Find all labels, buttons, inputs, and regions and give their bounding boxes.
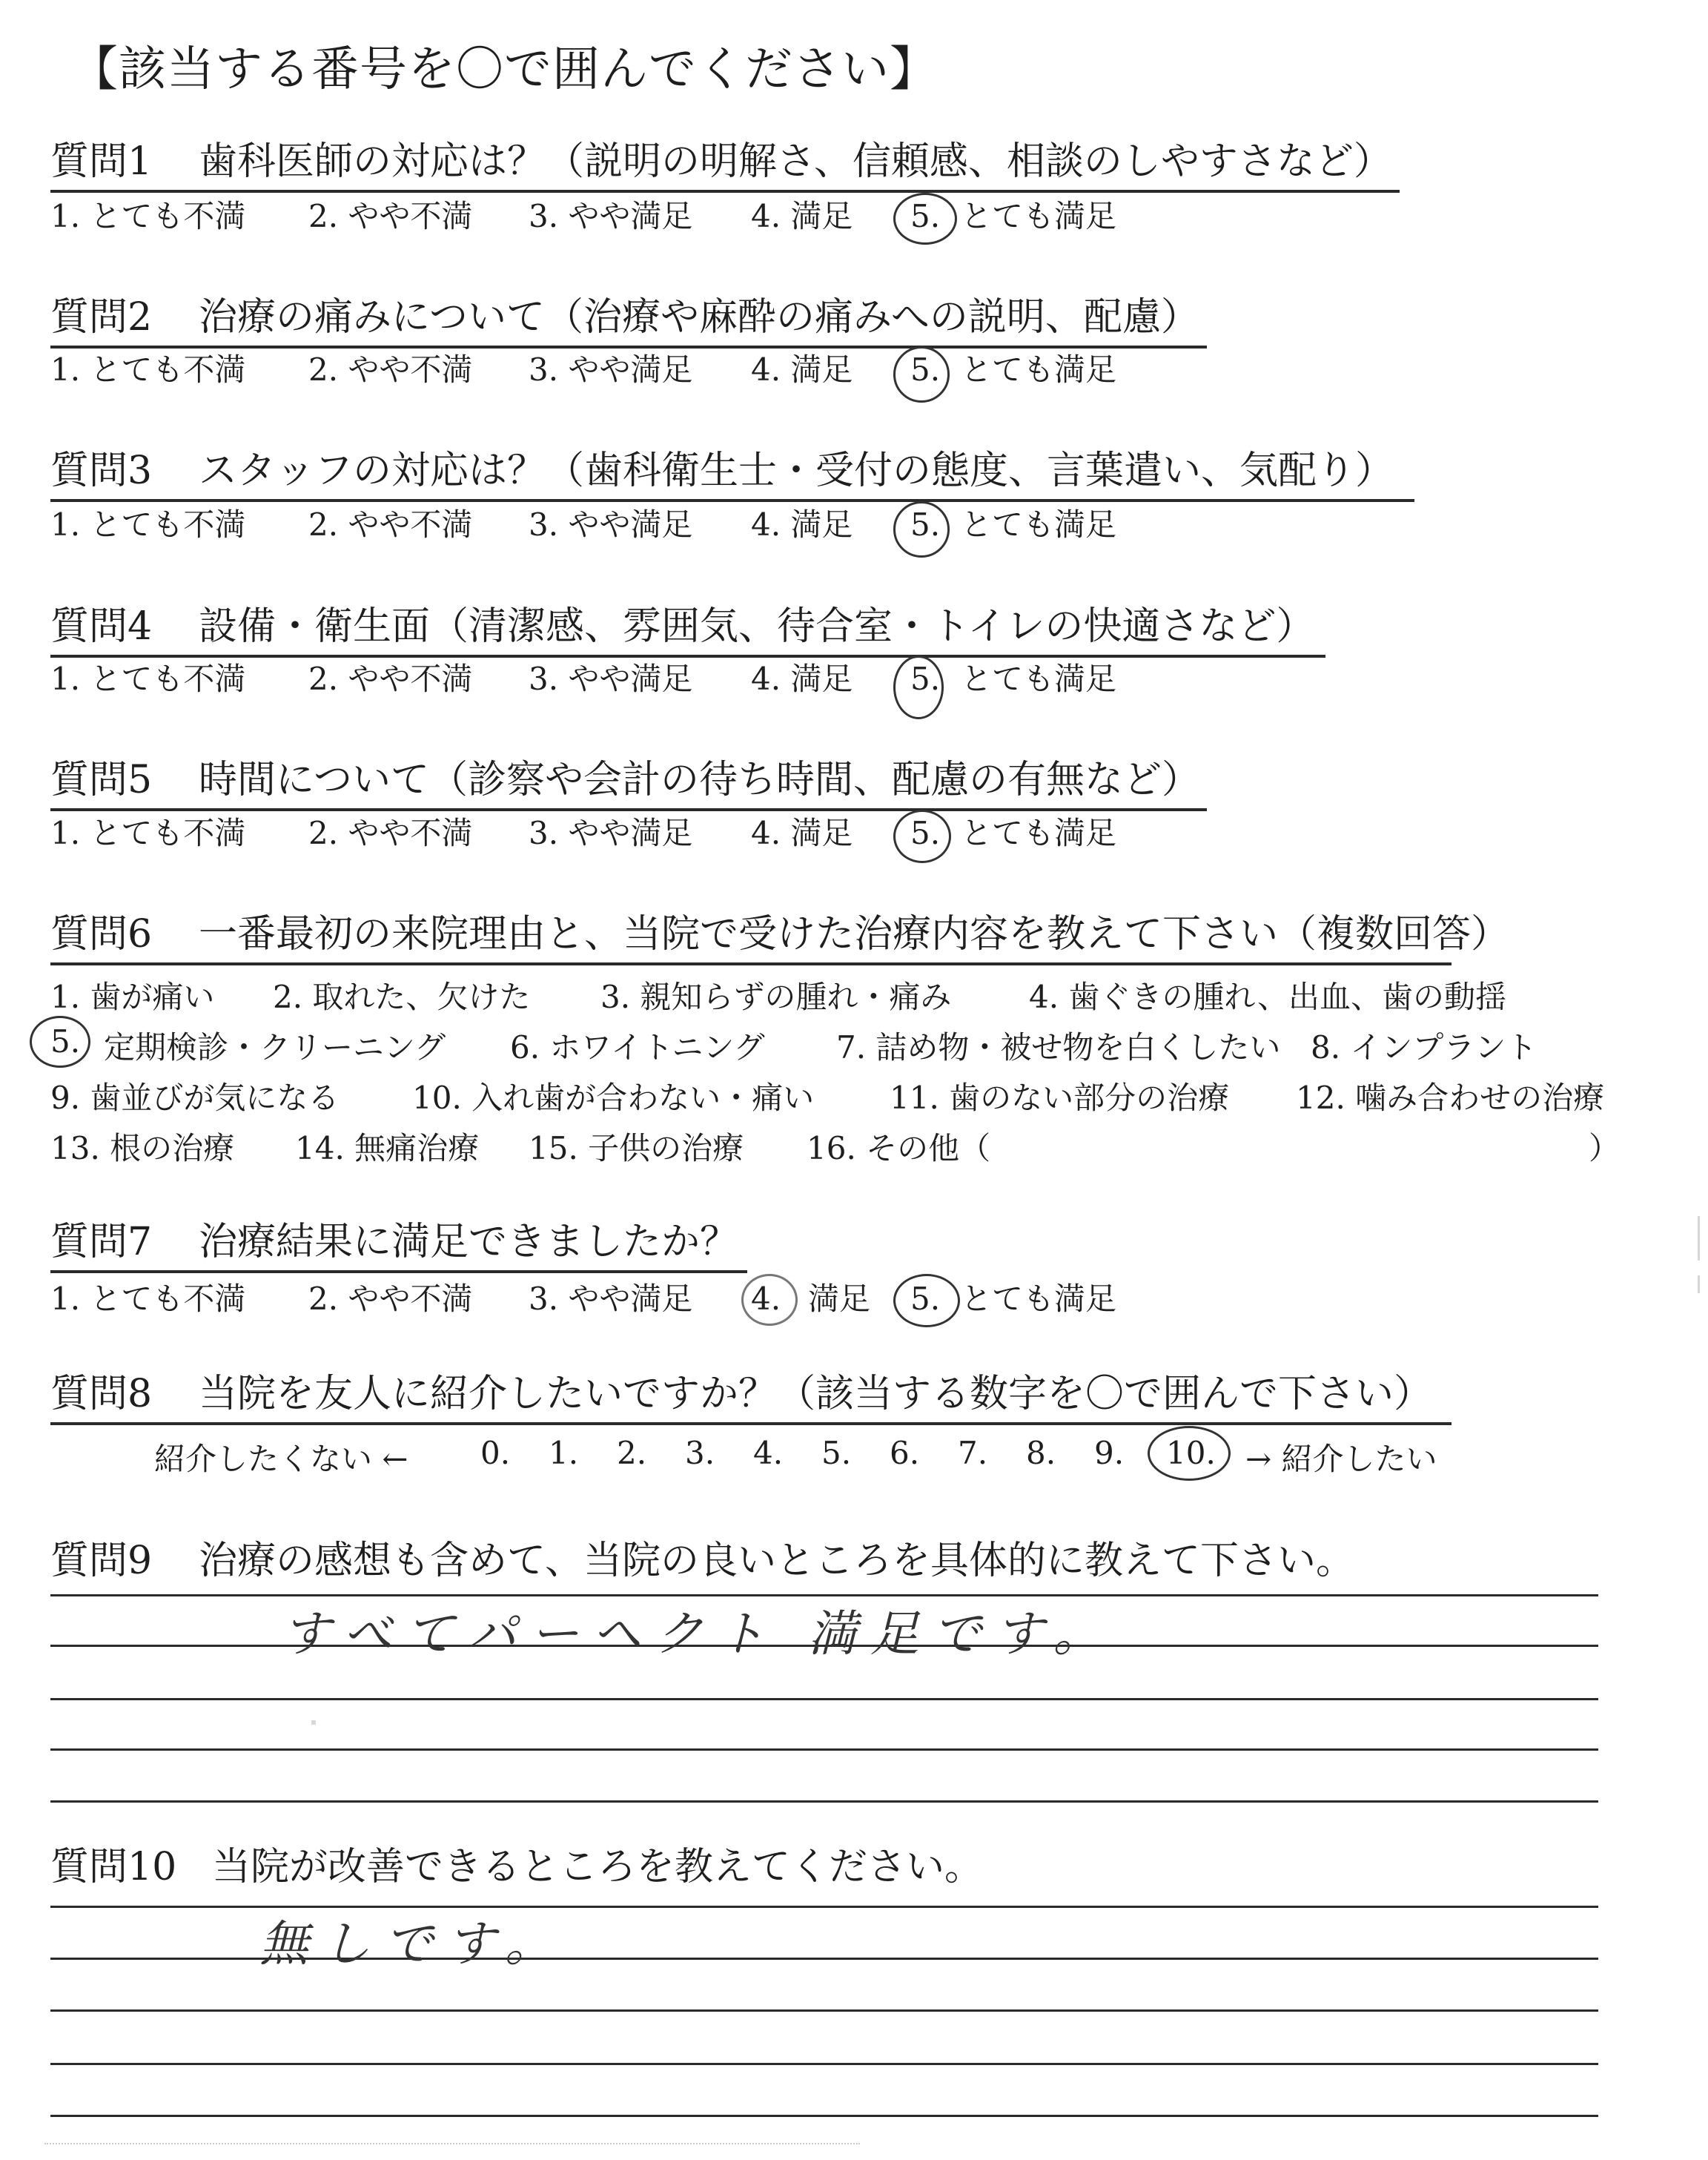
question-text: 治療の痛みについて（治療や麻酔の痛みへの説明、配慮）: [199, 295, 1199, 340]
question-3-options: [50, 507, 1162, 544]
cropped-bottom-edge: [44, 2143, 934, 2160]
question-1-options: [50, 199, 1162, 236]
answer-line: [50, 2115, 1598, 2117]
option-4[interactable]: 4. 満足: [751, 661, 853, 697]
scale-1[interactable]: 1.: [549, 1435, 579, 1471]
question-6-heading: [50, 912, 1510, 965]
question-number: 質問5: [50, 758, 153, 802]
option-4[interactable]: 4. 歯ぐきの腫れ、出血、歯の動揺: [1029, 979, 1506, 1015]
option-4[interactable]: 4.: [751, 1281, 781, 1317]
question-7-options: [50, 1281, 1162, 1318]
question-number: 質問3: [50, 449, 153, 493]
option-5-label: とても満足: [961, 351, 1117, 388]
question-6-options: [50, 973, 1644, 1195]
scan-speck: [311, 1720, 316, 1725]
question-2-options: [50, 352, 1162, 389]
option-5[interactable]: 5.: [910, 661, 941, 697]
option-2[interactable]: 2. やや不満: [308, 198, 473, 234]
other-close-paren: ）: [1589, 1130, 1621, 1166]
option-11[interactable]: 11. 歯のない部分の治療: [890, 1080, 1230, 1116]
option-3[interactable]: 3. やや満足: [529, 661, 693, 697]
option-3[interactable]: 3. やや満足: [529, 815, 693, 851]
option-5-label: とても満足: [961, 815, 1117, 851]
option-4[interactable]: 4. 満足: [751, 351, 853, 388]
option-3[interactable]: 3. 親知らずの腫れ・痛み: [600, 979, 952, 1015]
question-5-options: [50, 816, 1162, 853]
option-1[interactable]: 1. とても不満: [50, 351, 246, 388]
option-4-label: 満足: [808, 1281, 871, 1317]
question-7-heading: [50, 1220, 747, 1273]
answer-line: [50, 1800, 1598, 1803]
option-9[interactable]: 9. 歯並びが気になる: [50, 1080, 340, 1116]
selection-circle: [30, 1016, 90, 1068]
scale-9[interactable]: 9.: [1094, 1435, 1125, 1471]
option-1[interactable]: 1. とても不満: [50, 198, 246, 234]
answer-line: [50, 2063, 1598, 2065]
selection-circle: [893, 501, 950, 558]
option-1[interactable]: 1. とても不満: [50, 1281, 246, 1317]
option-5[interactable]: 5.: [910, 351, 941, 388]
selection-circle: [893, 810, 951, 863]
scale-7[interactable]: 7.: [958, 1435, 988, 1471]
question-number: 質問9: [50, 1539, 153, 1583]
option-12[interactable]: 12. 噛み合わせの治療: [1296, 1080, 1605, 1116]
other-text-field[interactable]: [1036, 1118, 1570, 1160]
scale-6[interactable]: 6.: [890, 1435, 920, 1471]
option-4[interactable]: 4. 満足: [751, 506, 853, 543]
scale-right-label: → 紹介したい: [1245, 1441, 1437, 1477]
option-2[interactable]: 2. 取れた、欠けた: [273, 979, 531, 1015]
answer-line: [50, 1698, 1598, 1700]
option-5-label: 定期検診・クリーニング: [104, 1029, 446, 1066]
option-3[interactable]: 3. やや満足: [529, 1281, 693, 1317]
option-10[interactable]: 10. 入れ歯が合わない・痛い: [412, 1080, 815, 1116]
selection-circle-faint: [741, 1274, 798, 1326]
selection-circle: [1148, 1426, 1231, 1481]
option-2[interactable]: 2. やや不満: [308, 1281, 473, 1317]
question-4-heading: [50, 604, 1325, 658]
selection-circle: [893, 346, 950, 403]
option-8[interactable]: 8. インプラント: [1311, 1029, 1537, 1066]
option-4[interactable]: 4. 満足: [751, 198, 853, 234]
option-1[interactable]: 1. とても不満: [50, 506, 246, 543]
scale-0[interactable]: 0.: [480, 1435, 511, 1471]
question-text: 時間について（診察や会計の待ち時間、配慮の有無など）: [199, 758, 1200, 802]
q9-handwritten-answer[interactable]: すべてパーヘクト 満足です。: [282, 1605, 1116, 1662]
scale-10[interactable]: 10.: [1166, 1435, 1216, 1471]
option-7[interactable]: 7. 詰め物・被せ物を白くしたい: [836, 1029, 1281, 1066]
scale-4[interactable]: 4.: [753, 1435, 784, 1471]
option-15[interactable]: 15. 子供の治療: [529, 1130, 744, 1166]
question-number: 質問10: [50, 1845, 177, 1889]
question-text: 治療の感想も含めて、当院の良いところを具体的に教えて下さい。: [199, 1539, 1354, 1583]
question-text: 治療結果に満足できましたか？: [199, 1220, 739, 1264]
selection-circle: [893, 1274, 960, 1327]
selection-circle: [893, 655, 944, 719]
question-number: 質問4: [50, 604, 153, 649]
option-1[interactable]: 1. とても不満: [50, 661, 246, 697]
option-2[interactable]: 2. やや不満: [308, 351, 473, 388]
question-3-heading: [50, 449, 1414, 502]
selection-circle: [893, 193, 957, 245]
question-text: 設備・衛生面（清潔感、雰囲気、待合室・トイレの快適さなど）: [199, 604, 1315, 649]
scale-left-label: 紹介したくない ←: [154, 1441, 408, 1477]
option-4[interactable]: 4. 満足: [751, 815, 853, 851]
scan-artifact: [1698, 1216, 1700, 1261]
option-2[interactable]: 2. やや不満: [308, 661, 473, 697]
question-text: 歯科医師の対応は？（説明の明解さ、信頼感、相談のしやすさなど）: [199, 139, 1392, 184]
page-title: 【該当する番号を〇で囲んでください】: [70, 42, 938, 97]
scale-2[interactable]: 2.: [617, 1435, 647, 1471]
question-8-scale: [50, 1435, 1533, 1476]
option-6[interactable]: 6. ホワイトニング: [510, 1029, 765, 1066]
option-13[interactable]: 13. 根の治療: [50, 1130, 235, 1166]
answer-line: [50, 1748, 1598, 1751]
option-5-label: とても満足: [961, 661, 1117, 697]
question-number: 質問8: [50, 1372, 153, 1416]
option-5[interactable]: 5.: [910, 198, 941, 234]
option-2[interactable]: 2. やや不満: [308, 506, 473, 543]
option-5-label: とても満足: [961, 198, 1117, 234]
question-5-heading: [50, 758, 1207, 811]
option-3[interactable]: 3. やや満足: [529, 351, 693, 388]
option-5-label: とても満足: [961, 1281, 1117, 1317]
scale-5[interactable]: 5.: [821, 1435, 852, 1471]
question-number: 質問2: [50, 295, 153, 340]
question-text: 当院を友人に紹介したいですか？（該当する数字を〇で囲んで下さい）: [199, 1372, 1433, 1416]
option-5-label: とても満足: [961, 506, 1117, 543]
question-text: 一番最初の来院理由と、当院で受けた治療内容を教えて下さい（複数回答）: [199, 912, 1510, 957]
scale-3[interactable]: 3.: [685, 1435, 715, 1471]
question-number: 質問6: [50, 912, 153, 957]
question-2-heading: [50, 295, 1207, 349]
question-8-heading: [50, 1372, 1452, 1425]
question-1-heading: [50, 139, 1400, 193]
question-text: 当院が改善できるところを教えてください。: [212, 1845, 984, 1889]
question-4-options: [50, 661, 1162, 698]
question-text: スタッフの対応は？（歯科衛生士・受付の態度、言葉遣い、気配り）: [199, 449, 1394, 493]
question-9-heading: [50, 1539, 1354, 1583]
option-16[interactable]: 16. その他（: [807, 1130, 991, 1166]
option-3[interactable]: 3. やや満足: [529, 506, 693, 543]
option-5[interactable]: 5.: [910, 1281, 941, 1317]
option-5[interactable]: 5.: [910, 506, 941, 543]
question-number: 質問1: [50, 139, 153, 184]
question-number: 質問7: [50, 1220, 153, 1264]
scale-8[interactable]: 8.: [1026, 1435, 1056, 1471]
option-2[interactable]: 2. やや不満: [308, 815, 473, 851]
question-10-heading: [50, 1845, 983, 1889]
option-5[interactable]: 5.: [910, 815, 941, 851]
scan-artifact: [1698, 1275, 1700, 1293]
option-1[interactable]: 1. 歯が痛い: [50, 979, 215, 1015]
option-3[interactable]: 3. やや満足: [529, 198, 693, 234]
option-14[interactable]: 14. 無痛治療: [295, 1130, 480, 1166]
option-5[interactable]: 5.: [50, 1023, 81, 1060]
option-1[interactable]: 1. とても不満: [50, 815, 246, 851]
answer-line: [50, 2009, 1598, 2012]
q10-handwritten-answer[interactable]: 無しです。: [259, 1915, 567, 1972]
